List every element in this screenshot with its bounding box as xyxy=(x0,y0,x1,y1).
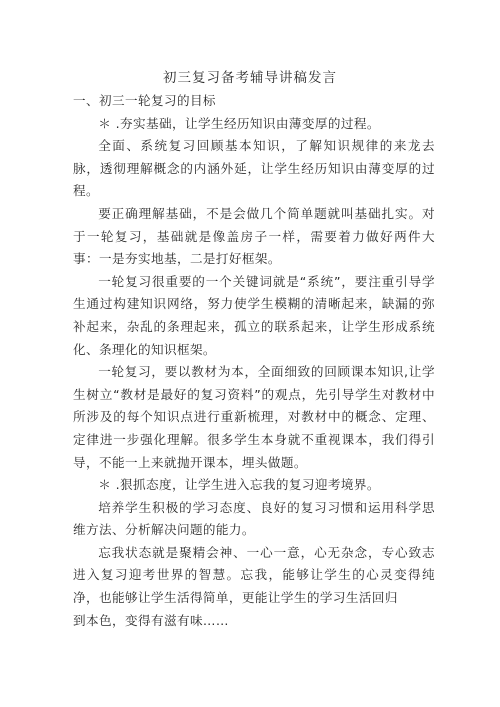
subheading-1: ＊ .夯实基础，让学生经历知识由薄变厚的过程。 xyxy=(98,115,380,131)
paragraph: 一轮复习，要以教材为本，全面细致的回顾课本知识,让学生树立“教材是最好的复习资料”的观点，先引导学生对教材中所涉及的每个知识点进行重新梳理，对教材中的概念、定理、定律进一步强化理解。很多学生本身就不重视课本，我们得引导，不能一上来就抛开课本，埋头做题。 xyxy=(73,364,435,470)
paragraph: 全面、系统复习回顾基本知识，了解知识规律的来龙去脉，透彻理解概念的内涵外延，让学生经历知识由薄变厚的过程。 xyxy=(73,138,435,199)
paragraph: 培养学生积极的学习态度、良好的复习习惯和运用科学思维方法、分析解决问题的能力。 xyxy=(73,499,435,538)
document-title: 初三复习备考辅导讲稿发言 xyxy=(163,70,337,86)
paragraph: 忘我状态就是聚精会神、一心一意，心无杂念，专心致志进入复习迎考世界的智慧。忘我，能够让学生的心灵变得纯净，也能够让学生活得简单，更能让学生的学习生活回归 xyxy=(73,544,435,606)
document-body xyxy=(73,90,435,632)
paragraph: 一轮复习很重要的一个关键词就是“系统”，要注重引导学生通过构建知识网络，努力使学生模糊的清晰起来，缺漏的弥补起来，杂乱的条理起来，孤立的联系起来，让学生形成系统化、条理化的知识框架。 xyxy=(73,273,435,357)
subheading-2: ＊ .狠抓态度，让学生进入忘我的复习迎考境界。 xyxy=(98,477,380,493)
paragraph-continuation: 到本色，变得有滋有味…… xyxy=(73,612,229,628)
paragraph: 要正确理解基础，不是会做几个简单题就叫基础扎实。对于一轮复习，基础就是像盖房子一样，需要着力做好两件大事：一是夯实地基，二是打好框架。 xyxy=(73,205,435,267)
section-heading-1: 一、初三一轮复习的目标 xyxy=(73,93,216,108)
